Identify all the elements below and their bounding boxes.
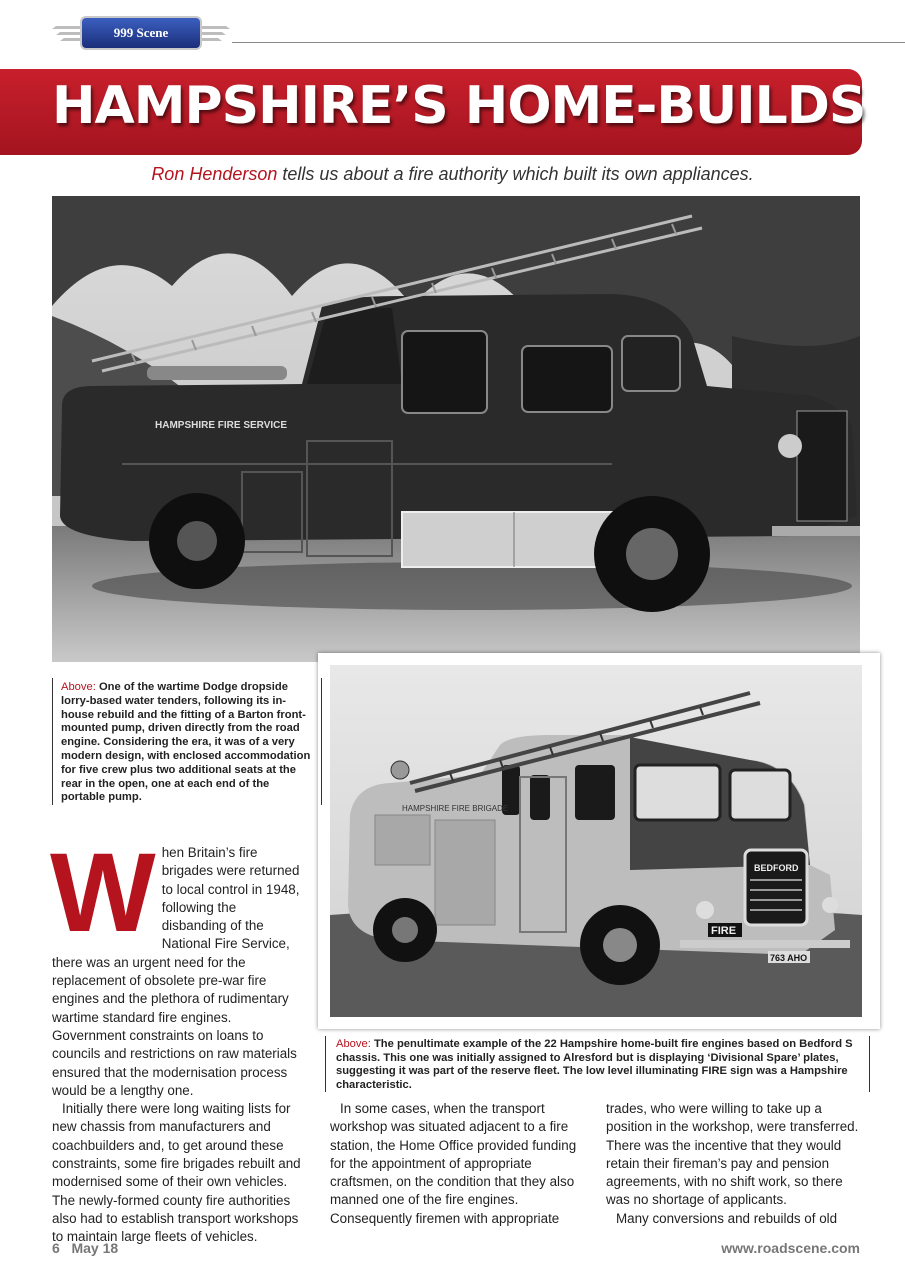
caption-label: Above: — [336, 1038, 371, 1050]
fire-sign: FIRE — [711, 925, 737, 937]
paragraph-4: trades, who were willing to take up a position in the workshop, were transferred. There was the incentive that they would retain their fireman’s pay and pension agreements, with no shift work, so there was no shortage of applicants. — [606, 1101, 859, 1208]
issue-date: May 18 — [71, 1240, 119, 1256]
standfirst — [0, 164, 905, 185]
paragraph-3: In some cases, when the transport workshop was situated adjacent to a fire station, the Home Office provided funding for the appointment of appropriate craftsmen, on the condition that they also manned one of the fire engines. Consequently firemen with appropriate — [330, 1101, 577, 1226]
photo-bedford-fire-engine — [330, 665, 862, 1017]
number-plate: 763 AHO — [770, 953, 808, 963]
header-rule — [232, 42, 905, 43]
section-badge — [52, 18, 230, 48]
badge-label: 999 Scene — [113, 25, 169, 40]
caption-text: One of the wartime Dodge dropside lorry-based water tenders, following its in-house rebuild and the fitting of a Barton front-mounted pump, driven directly from the road engine. Considering the era, it was of a very modern design, with enclosed accommodation for five crew plus two additional seats at the rear in the open, one at each end of the portable pump. — [61, 681, 311, 804]
drop-cap: W — [50, 830, 156, 955]
paragraph-1: hen Britain’s fire brigades were returned to local control in 1948, following the disbanding of the National Fire Service, there was an urgent need for the replacement of obsolete pre-war fire engines and the plethora of rudimentary wartime standard fire engines. Government constraints on loans to councils and restrictions on raw materials ensured that the modernisation process would be a lengthy one. — [52, 845, 300, 1098]
author-name: Ron Henderson — [151, 164, 278, 184]
caption-text: The penultimate example of the 22 Hampshire home-built fire engines based on Bedford S chassis. This one was initially assigned to Alresford but is displaying ‘Divisional Spare’ plates, suggesting it was part of the reserve fleet. The low level illuminating FIRE sign was a Hampshire characteristic. — [336, 1038, 853, 1091]
article-column-3 — [606, 1100, 866, 1228]
site-url: www.roadscene.com — [721, 1240, 860, 1256]
caption-photo-1 — [52, 678, 322, 805]
paragraph-5: Many conversions and rebuilds of old — [616, 1210, 838, 1226]
photo-frame-bedford — [318, 653, 880, 1029]
page-number: 6 — [52, 1240, 60, 1256]
caption-photo-2 — [325, 1036, 870, 1092]
article-column-2 — [330, 1100, 580, 1228]
photo-dodge-water-tender — [52, 196, 860, 662]
page-folio — [52, 1240, 118, 1256]
article-column-1 — [50, 830, 302, 1247]
standfirst-text: tells us about a fire authority which built its own appliances. — [277, 164, 754, 184]
vehicle-lettering-1: HAMPSHIRE FIRE SERVICE — [155, 420, 288, 431]
page-title: HAMPSHIRE’S HOME-BUILDS — [52, 76, 866, 136]
caption-label: Above: — [61, 681, 96, 693]
paragraph-2: Initially there were long waiting lists for new chassis from manufacturers and coachbuilders and, to get around these constraints, some fire brigades rebuilt and modernised some of their own vehicles. The newly-formed county fire authorities also had to establish transport workshops to maintain large fleets of vehicles. — [52, 1101, 301, 1245]
vehicle-lettering-2: HAMPSHIRE FIRE BRIGADE — [402, 804, 509, 813]
grille-lettering: BEDFORD — [754, 863, 799, 873]
